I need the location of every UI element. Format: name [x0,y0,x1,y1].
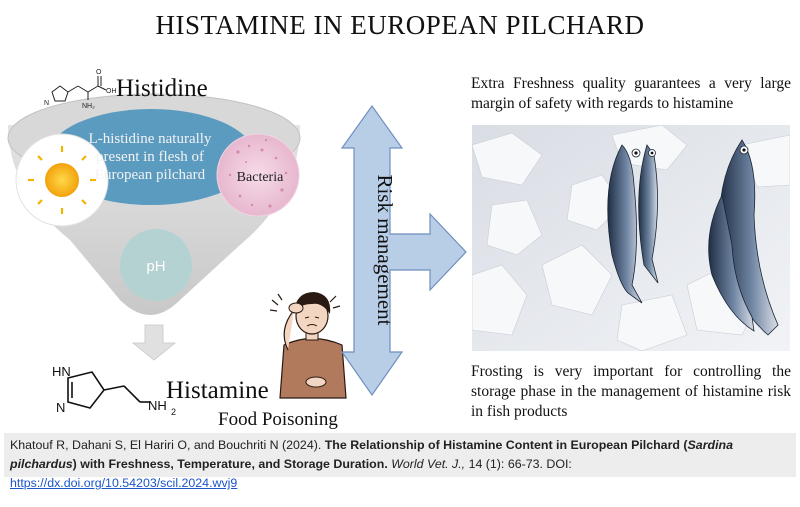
histidine-nh2-atom: NH₂ [82,103,95,110]
histamine-structure [68,372,150,408]
funnel-stem-arrow [133,325,175,360]
inner-text-line-1: L-histidine naturally [88,131,212,147]
freshness-text: Extra Freshness quality guarantees a very large margin of safety with regards to histamine [471,75,791,112]
risk-management-arrow [342,106,466,395]
citation-bar [4,433,796,490]
histamine-n-atom: N [56,400,66,415]
citation-title-part2: ) with Freshness, Temperature, and Storage Duration. [72,457,388,471]
histidine-oh-atom: OH [106,88,117,95]
bacteria-label: Bacteria [236,170,284,185]
histidine-o-atom: O [96,69,102,76]
inner-text-line-3: European pilchard [94,167,206,183]
sardines-on-ice-photo [472,125,790,351]
citation-journal: World Vet. J., [391,457,466,471]
histidine-n-atom: N [44,100,50,107]
histamine-label: Histamine [166,377,269,404]
inner-text-line-2: present in flesh of [96,149,204,165]
citation-species: Sardina pilchardus [10,438,733,471]
citation-authors: Khatouf R, Dahani S, El Hariri O, and Bouchriti N (2024). [10,438,325,452]
histamine-hn-atom: HN [52,364,71,379]
doi-link[interactable]: https://dx.doi.org/10.54203/scil.2024.wvj9 [10,476,238,490]
histamine-nh2-atom: NH [148,398,167,413]
histamine-nh2-subscript: 2 [171,407,177,417]
risk-management-label: Risk management [373,174,397,326]
food-poisoning-label: Food Poisoning [218,409,338,430]
sick-person-illustration [270,292,346,398]
citation-title-part1: The Relationship of Histamine Content in European Pilchard ( [324,438,688,452]
page-title: HISTAMINE IN EUROPEAN PILCHARD [155,10,645,40]
frosting-text: Frosting is very important for controlling the storage phase in the management of histamine risk in fish products [471,363,791,420]
ph-label: pH [146,258,166,275]
histidine-label: Histidine [116,75,208,102]
citation-volume-pages: 14 (1): 66-73. DOI: [465,457,572,471]
